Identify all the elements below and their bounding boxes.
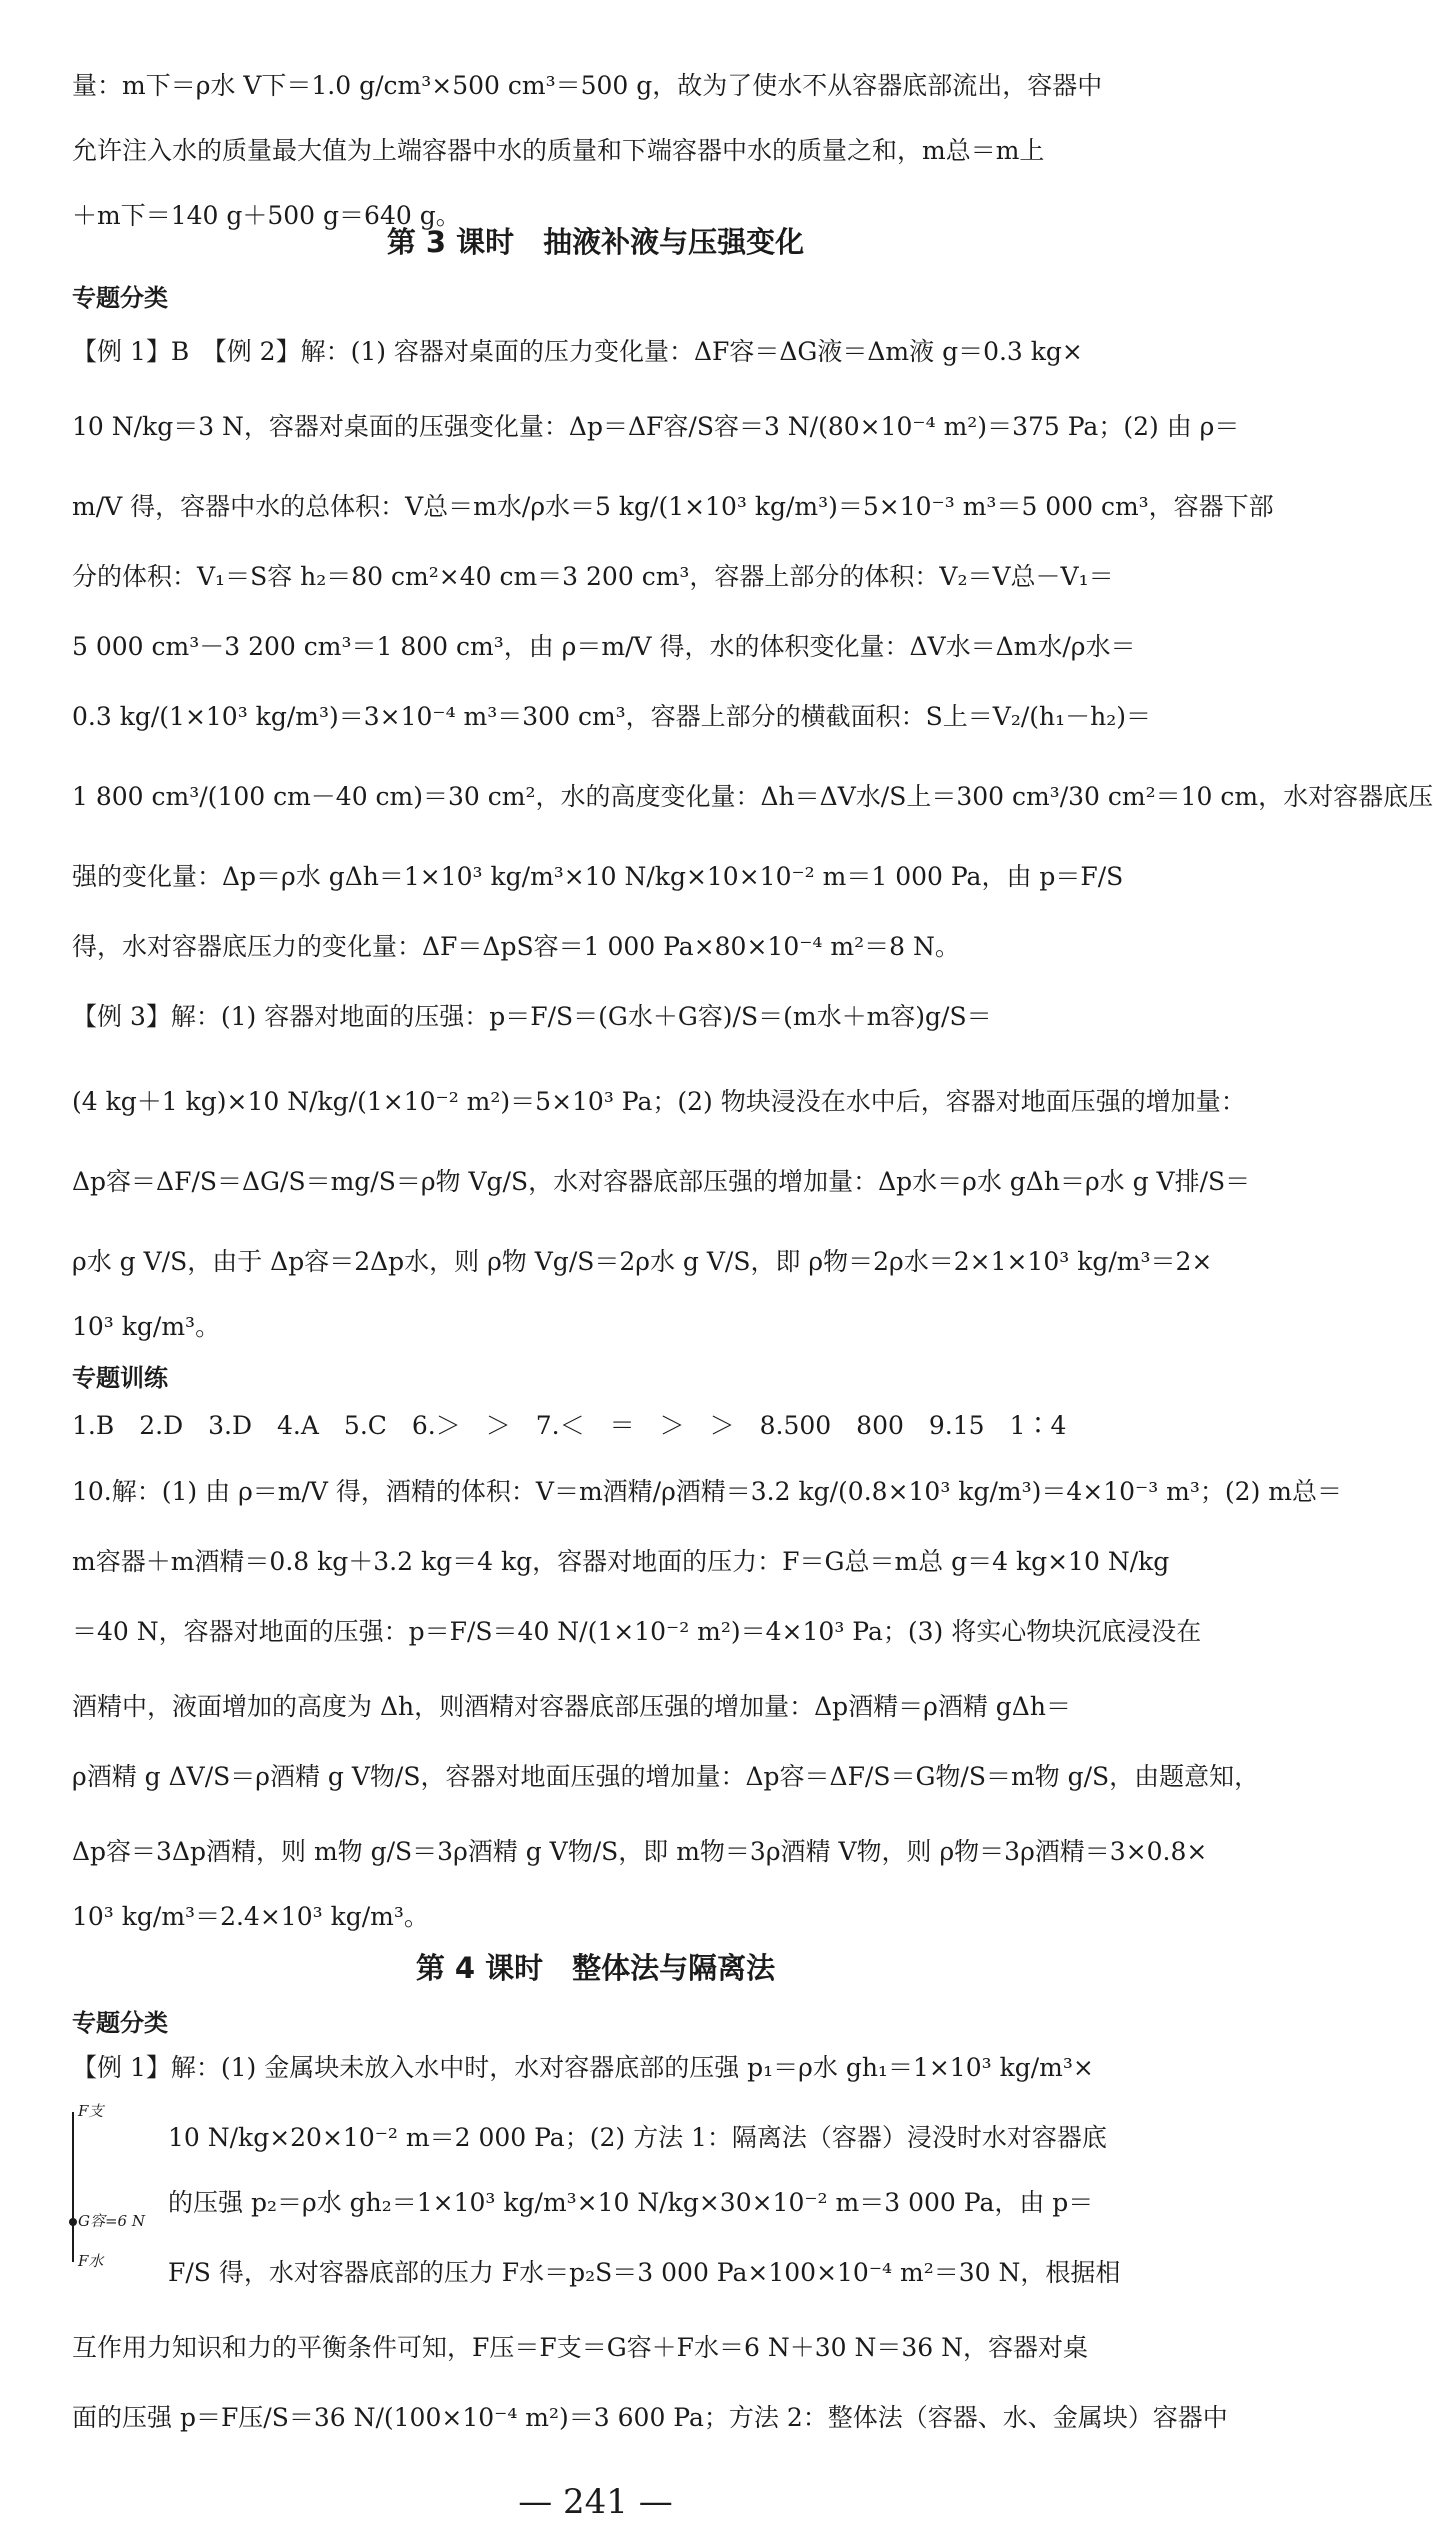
text-line: 量：m下＝ρ水 V下＝1.0 g/cm³×500 cm³＝500 g，故为了使水不从容器底部流出，容器中 [72, 71, 1103, 100]
text-line: m/V 得，容器中水的总体积：V总＝m水/ρ水＝5 kg/(1×10³ kg/m³)＝5×10⁻³ m³＝5 000 cm³，容器下部 [72, 492, 1274, 521]
text-line: 互作用力知识和力的平衡条件可知，F压＝F支＝G容＋F水＝6 N＋30 N＝36 N，容器对桌 [72, 2333, 1089, 2362]
container-weight-label: G容=6 N [78, 2212, 145, 2230]
section-title: 专题分类 [72, 2009, 168, 2037]
text-line: 10 N/kg＝3 N，容器对桌面的压强变化量：Δp＝ΔF容/S容＝3 N/(80×10⁻⁴ m²)＝375 Pa；(2) 由 ρ＝ [72, 412, 1240, 441]
text-line: Δp容＝ΔF/S＝ΔG/S＝mg/S＝ρ物 Vg/S，水对容器底部压强的增加量：Δp水＝ρ水 gΔh＝ρ水 g V排/S＝ [72, 1167, 1251, 1196]
page-number: — 241 — [518, 2482, 673, 2522]
force-diagram [66, 2100, 162, 2270]
lesson-heading: 第 4 课时 整体法与隔离法 [415, 1951, 776, 1985]
text-line: 强的变化量：Δp＝ρ水 gΔh＝1×10³ kg/m³×10 N/kg×10×10⁻² m＝1 000 Pa，由 p＝F/S [72, 862, 1124, 891]
text-line: Δp容＝3Δp酒精，则 m物 g/S＝3ρ酒精 g V物/S，即 m物＝3ρ酒精 V物，则 ρ物＝3ρ酒精＝3×0.8× [72, 1837, 1208, 1866]
water-force-label: F水 [78, 2252, 104, 2270]
text-line: 1 800 cm³/(100 cm－40 cm)＝30 cm²，水的高度变化量：Δh＝ΔV水/S上＝300 cm³/30 cm²＝10 cm，水对容器底压 [72, 782, 1433, 811]
force-point [69, 2218, 77, 2226]
text-line: 10³ kg/m³。 [72, 1312, 221, 1341]
text-line: 5 000 cm³－3 200 cm³＝1 800 cm³，由 ρ＝m/V 得，水的体积变化量：ΔV水＝Δm水/ρ水＝ [72, 632, 1136, 661]
force-line [72, 2112, 74, 2262]
text-line: 分的体积：V₁＝S容 h₂＝80 cm²×40 cm＝3 200 cm³，容器上部分的体积：V₂＝V总－V₁＝ [72, 562, 1114, 591]
text-line: 得，水对容器底压力的变化量：ΔF＝ΔpS容＝1 000 Pa×80×10⁻⁴ m²＝8 N。 [72, 932, 960, 961]
text-line: 【例 1】B 【例 2】解：(1) 容器对桌面的压力变化量：ΔF容＝ΔG液＝Δm液 g＝0.3 kg× [72, 337, 1083, 366]
text-line: 【例 1】解：(1) 金属块未放入水中时，水对容器底部的压强 p₁＝ρ水 gh₁＝1×10³ kg/m³× [72, 2053, 1094, 2082]
text-line: 10³ kg/m³＝2.4×10³ kg/m³。 [72, 1902, 429, 1931]
text-line: ρ水 g V/S，由于 Δp容＝2Δp水，则 ρ物 Vg/S＝2ρ水 g V/S，即 ρ物＝2ρ水＝2×1×10³ kg/m³＝2× [72, 1247, 1213, 1276]
section-title: 专题分类 [72, 284, 168, 312]
text-line: 1.B 2.D 3.D 4.A 5.C 6.＞ ＞ 7.＜ ＝ ＞ ＞ 8.500 800 9.15 1∶4 [72, 1411, 1067, 1440]
text-line: F/S 得，水对容器底部的压力 F水＝p₂S＝3 000 Pa×100×10⁻⁴ m²＝30 N，根据相 [168, 2258, 1121, 2287]
lesson-heading: 第 3 课时 抽液补液与压强变化 [386, 225, 805, 259]
support-force-label: F支 [78, 2102, 104, 2120]
text-line: 允许注入水的质量最大值为上端容器中水的质量和下端容器中水的质量之和，m总＝m上 [72, 136, 1045, 165]
text-line: 0.3 kg/(1×10³ kg/m³)＝3×10⁻⁴ m³＝300 cm³，容器上部分的横截面积：S上＝V₂/(h₁－h₂)＝ [72, 702, 1152, 731]
text-line: 10.解：(1) 由 ρ＝m/V 得，酒精的体积：V＝m酒精/ρ酒精＝3.2 kg/(0.8×10³ kg/m³)＝4×10⁻³ m³；(2) m总＝ [72, 1477, 1342, 1506]
text-line: 面的压强 p＝F压/S＝36 N/(100×10⁻⁴ m²)＝3 600 Pa；方法 2：整体法（容器、水、金属块）容器中 [72, 2403, 1228, 2432]
section-title: 专题训练 [72, 1364, 168, 1392]
text-line: ＋m下＝140 g＋500 g＝640 g。 [72, 201, 461, 230]
text-line: 酒精中，液面增加的高度为 Δh，则酒精对容器底部压强的增加量：Δp酒精＝ρ酒精 gΔh＝ [72, 1692, 1071, 1721]
text-line: 的压强 p₂＝ρ水 gh₂＝1×10³ kg/m³×10 N/kg×30×10⁻² m＝3 000 Pa，由 p＝ [168, 2188, 1094, 2217]
text-line: (4 kg＋1 kg)×10 N/kg/(1×10⁻² m²)＝5×10³ Pa；(2) 物块浸没在水中后，容器对地面压强的增加量： [72, 1087, 1246, 1116]
text-line: 10 N/kg×20×10⁻² m＝2 000 Pa；(2) 方法 1：隔离法（容器）浸没时水对容器底 [168, 2123, 1107, 2152]
text-line: ＝40 N，容器对地面的压强：p＝F/S＝40 N/(1×10⁻² m²)＝4×10³ Pa；(3) 将实心物块沉底浸没在 [72, 1617, 1202, 1646]
text-line: ρ酒精 g ΔV/S＝ρ酒精 g V物/S，容器对地面压强的增加量：Δp容＝ΔF/S＝G物/S＝m物 g/S，由题意知， [72, 1762, 1260, 1791]
text-line: m容器＋m酒精＝0.8 kg＋3.2 kg＝4 kg，容器对地面的压力：F＝G总＝m总 g＝4 kg×10 N/kg [72, 1547, 1170, 1576]
text-line: 【例 3】解：(1) 容器对地面的压强：p＝F/S＝(G水＋G容)/S＝(m水＋m容)g/S＝ [72, 1002, 992, 1031]
